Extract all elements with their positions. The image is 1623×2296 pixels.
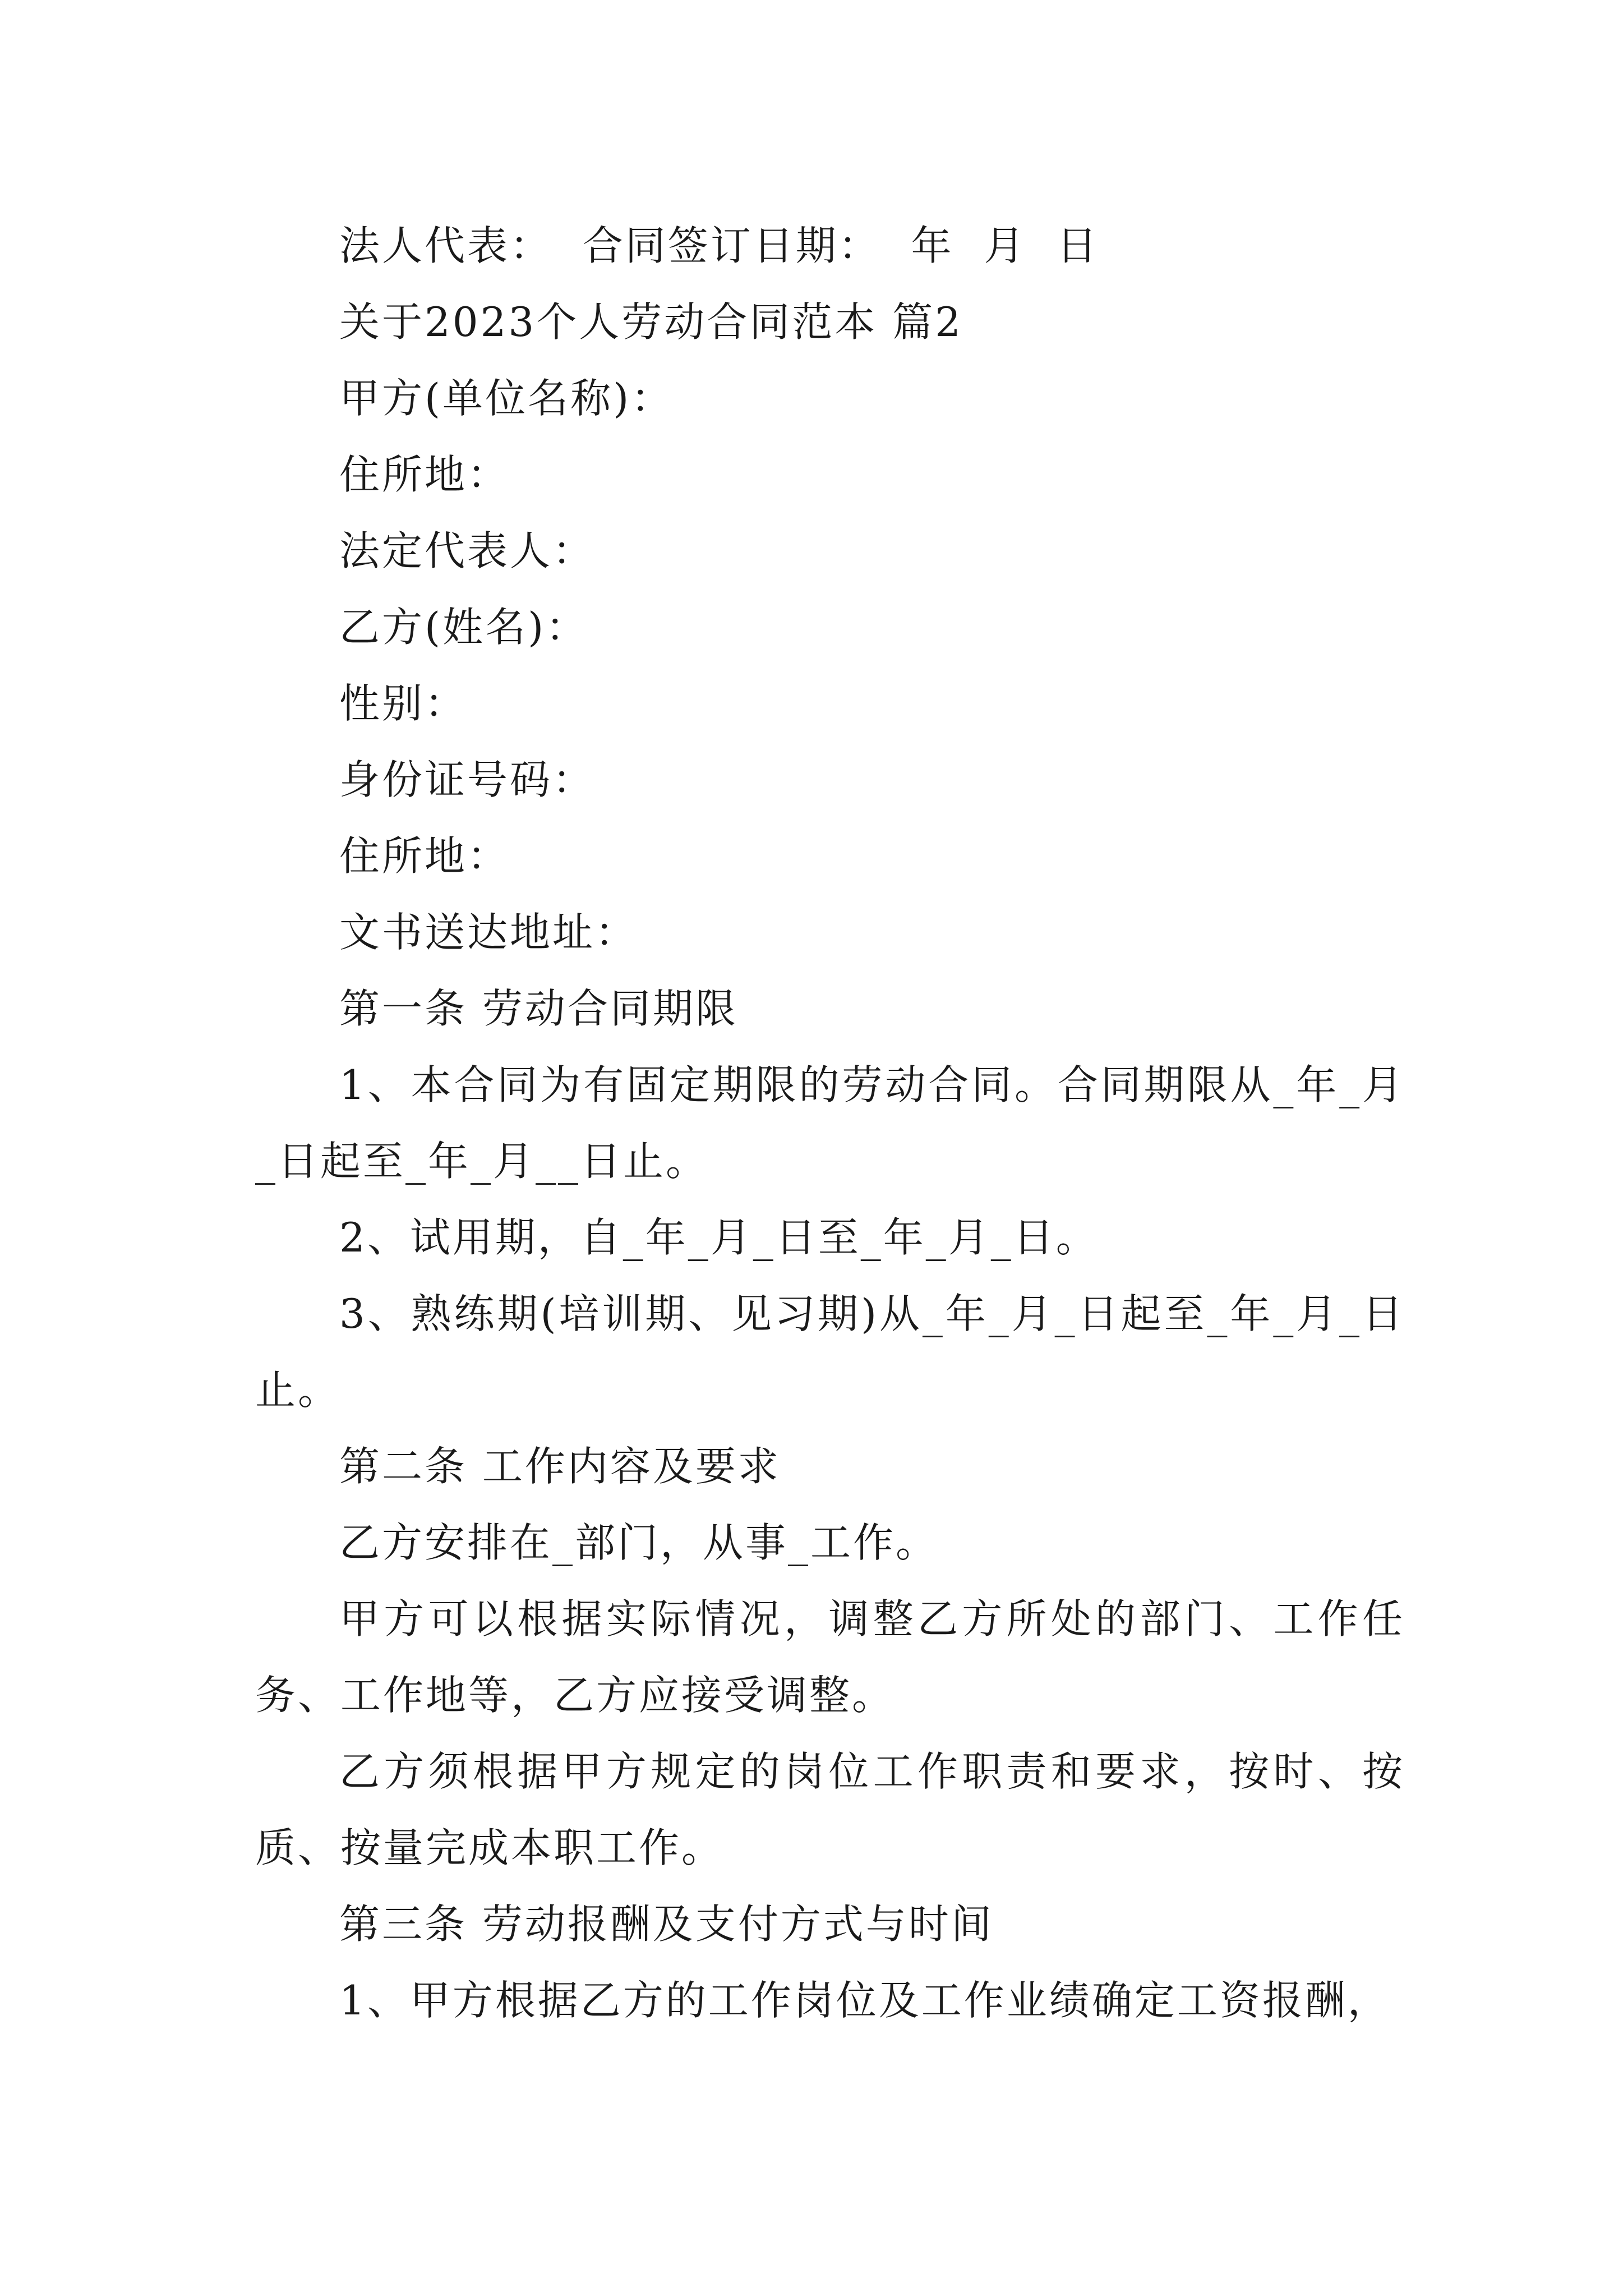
paragraph-article-3-item-1: 1、甲方根据乙方的工作岗位及工作业绩确定工资报酬， [339, 1977, 1390, 2024]
paragraph-article-2-item-1: 乙方安排在_部门，从事_工作。 [339, 1519, 939, 1566]
paragraph-party-a-address: 住所地： [339, 451, 510, 498]
paragraph-party-b-name: 乙方(姓名)： [339, 604, 589, 651]
paragraph-id-number: 身份证号码： [339, 756, 596, 803]
paragraph-delivery-address: 文书送达地址： [339, 909, 638, 956]
paragraph-party-a-name: 甲方(单位名称)： [339, 375, 674, 422]
paragraph-gender: 性别： [339, 680, 468, 727]
paragraph-article-1-item-3: 3、熟练期(培训期、见习期)从_年_月_日起至_年_月_日止。 [255, 1290, 1405, 1414]
paragraph-contract-title: 关于2023个人劳动合同范本 篇2 [339, 298, 963, 346]
heading-article-1: 第一条 劳动合同期限 [339, 985, 738, 1032]
heading-article-2: 第二条 工作内容及要求 [339, 1443, 781, 1490]
paragraph-article-2-item-3: 乙方须根据甲方规定的岗位工作职责和要求，按时、按质、按量完成本职工作。 [255, 1748, 1405, 1871]
paragraph-legal-representative: 法定代表人： [339, 527, 596, 574]
document-body [255, 208, 1405, 2039]
paragraph-article-1-item-1: 1、本合同为有固定期限的劳动合同。合同期限从_年_月_日起至_年_月__日止。 [255, 1061, 1405, 1185]
paragraph-article-1-item-2: 2、试用期，自_年_月_日至_年_月_日。 [339, 1214, 1099, 1261]
paragraph-signature-line: 法人代表： 合同签订日期： 年 月 日 [339, 222, 1100, 269]
paragraph-party-b-address: 住所地： [339, 832, 510, 880]
paragraph-article-2-item-2: 甲方可以根据实际情况，调整乙方所处的部门、工作任务、工作地等，乙方应接受调整。 [255, 1595, 1405, 1719]
heading-article-3: 第三条 劳动报酬及支付方式与时间 [339, 1901, 994, 1948]
